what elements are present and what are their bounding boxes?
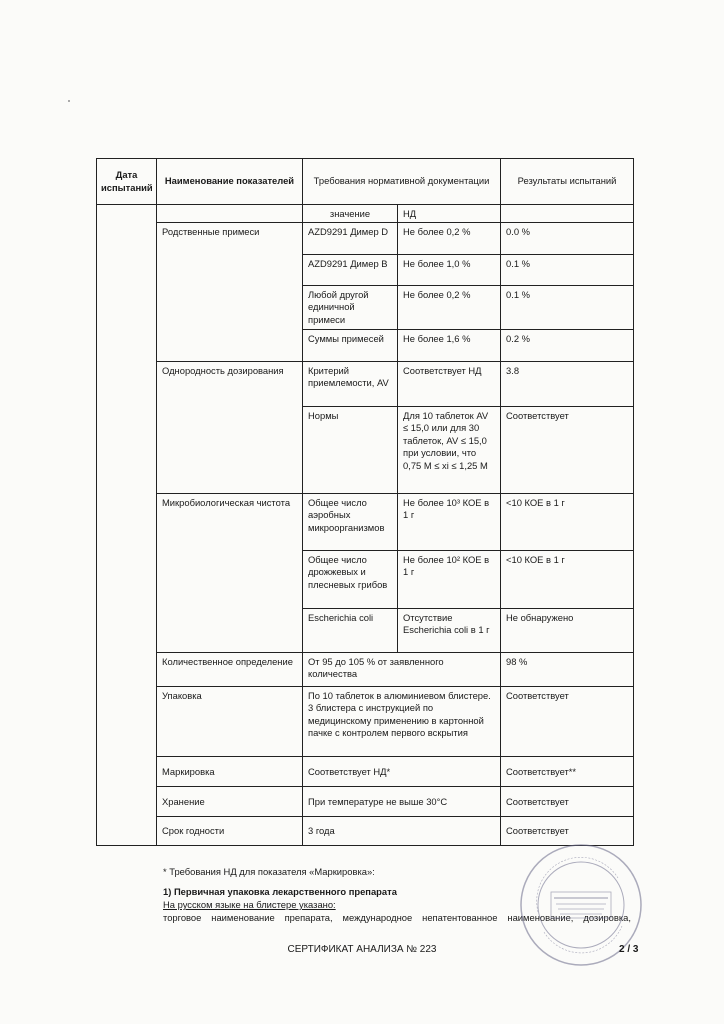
cell-result: Соответствует xyxy=(501,686,634,756)
cell-value: Нормы xyxy=(303,406,398,493)
cell-result: <10 КОЕ в 1 г xyxy=(501,493,634,550)
subheader-nd: НД xyxy=(398,205,501,223)
cell-result: Соответствует xyxy=(501,816,634,845)
cell-value: Общее число аэробных микроорганизмов xyxy=(303,493,398,550)
footnote-body: торговое наименование препарата, международное непатентованное наименование, дозировка, xyxy=(163,912,631,923)
cell-value: Суммы примесей xyxy=(303,329,398,361)
cell-nd: Для 10 таблеток AV ≤ 15,0 или для 30 таблеток, AV ≤ 15,0 при условии, что 0,75 M ≤ xi ≤ 1,25 M xyxy=(398,406,501,493)
cell-nd: Не более 0,2 % xyxy=(398,222,501,254)
cell-requirement: Соответствует НД* xyxy=(303,756,501,786)
cell-requirement: 3 года xyxy=(303,816,501,845)
cell-requirement: При температуре не выше 30°С xyxy=(303,786,501,816)
blank-cell xyxy=(157,205,303,223)
cell-nd: Не более 0,2 % xyxy=(398,285,501,329)
row-label-impurities: Родственные примеси xyxy=(157,222,303,361)
cell-result: 0.1 % xyxy=(501,285,634,329)
cell-nd: Не более 10² КОЕ в 1 г xyxy=(398,550,501,608)
header-results: Результаты испытаний xyxy=(501,159,634,205)
cell-result: <10 КОЕ в 1 г xyxy=(501,550,634,608)
header-requirements: Требования нормативной документации xyxy=(303,159,501,205)
cell-value: Критерий приемлемости, AV xyxy=(303,361,398,406)
cell-result: Соответствует** xyxy=(501,756,634,786)
cell-value: Любой другой единичной примеси xyxy=(303,285,398,329)
footnote-title: * Требования НД для показателя «Маркировка»: xyxy=(163,866,375,877)
cell-requirement: По 10 таблеток в алюминиевом блистере. 3 блистера с инструкцией по медицинскому применению в картонной пачке с контролем первого вскрытия xyxy=(303,686,501,756)
document-title: СЕРТИФИКАТ АНАЛИЗА № 223 xyxy=(287,944,437,955)
cell-result: Соответствует xyxy=(501,406,634,493)
footnote-subtitle: На русском языке на блистере указано: xyxy=(163,899,336,910)
cell-result: 0.2 % xyxy=(501,329,634,361)
footnote-item: 1) Первичная упаковка лекарственного препарата xyxy=(163,886,397,897)
cell-result: 0.1 % xyxy=(501,254,634,285)
page-number: 2 / 3 xyxy=(619,944,639,955)
blank-cell xyxy=(501,205,634,223)
cell-nd: Не более 1,6 % xyxy=(398,329,501,361)
row-label-uniformity: Однородность дозирования xyxy=(157,361,303,493)
row-label-marking: Маркировка xyxy=(157,756,303,786)
date-cell xyxy=(97,205,157,846)
cell-value: AZD9291 Димер B xyxy=(303,254,398,285)
row-label-packaging: Упаковка xyxy=(157,686,303,756)
row-label-assay: Количественное определение xyxy=(157,652,303,686)
header-date: Дата испытаний xyxy=(97,159,157,205)
certificate-table xyxy=(96,158,634,846)
subheader-value: значение xyxy=(303,205,398,223)
cell-nd: Соответствует НД xyxy=(398,361,501,406)
row-label-microbiology: Микробиологическая чистота xyxy=(157,493,303,652)
cell-nd: Отсутствие Escherichia coli в 1 г xyxy=(398,608,501,652)
cell-nd: Не более 1,0 % xyxy=(398,254,501,285)
cell-result: Не обнаружено xyxy=(501,608,634,652)
cell-result: 0.0 % xyxy=(501,222,634,254)
cell-result: 3.8 xyxy=(501,361,634,406)
cell-value: Общее число дрожжевых и плесневых грибов xyxy=(303,550,398,608)
cell-value: Escherichia coli xyxy=(303,608,398,652)
scan-dot xyxy=(68,100,70,102)
header-name: Наименование показателей xyxy=(157,159,303,205)
row-label-storage: Хранение xyxy=(157,786,303,816)
cell-result: Соответствует xyxy=(501,786,634,816)
cell-value: AZD9291 Димер D xyxy=(303,222,398,254)
cell-result: 98 % xyxy=(501,652,634,686)
row-label-shelf-life: Срок годности xyxy=(157,816,303,845)
cell-nd: Не более 10³ КОЕ в 1 г xyxy=(398,493,501,550)
cell-requirement: От 95 до 105 % от заявленного количества xyxy=(303,652,501,686)
